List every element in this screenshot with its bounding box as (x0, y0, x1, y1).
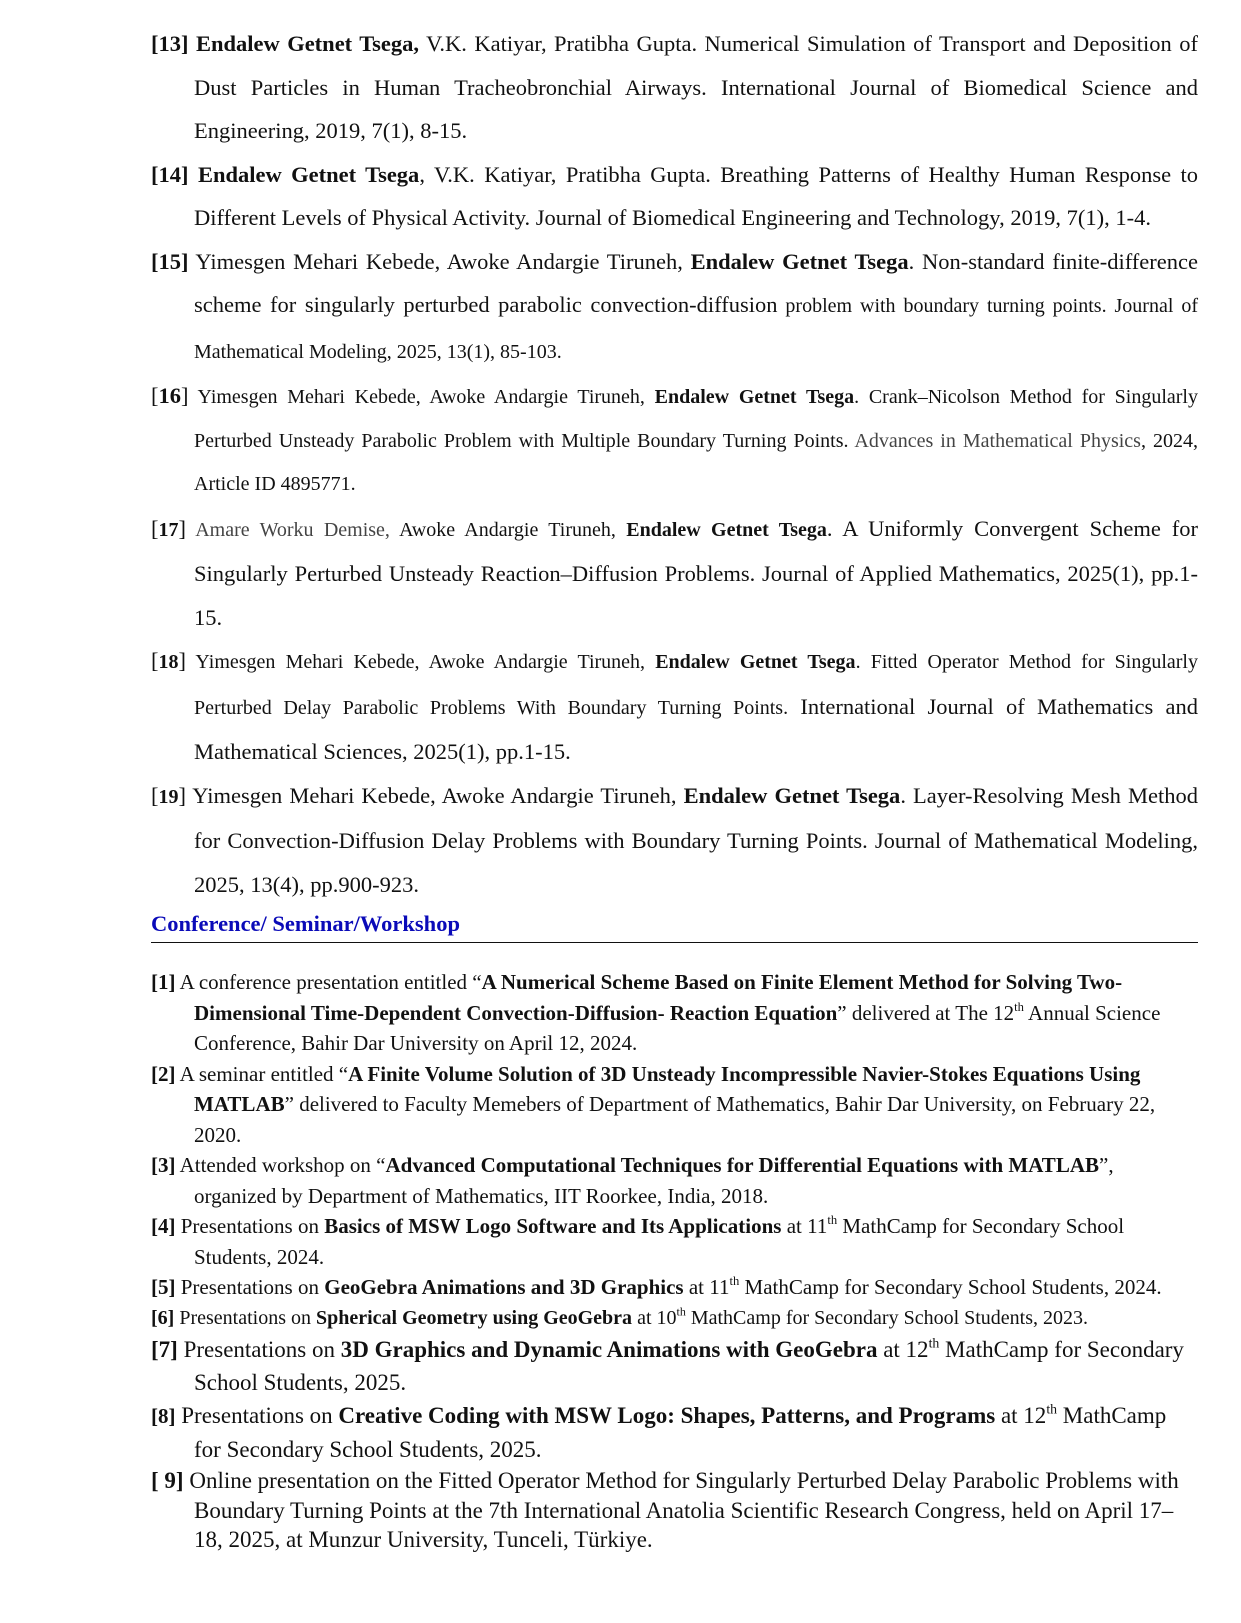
publication-item-14 (151, 153, 1198, 240)
publication-number: 18 (158, 651, 179, 673)
ordinal-suffix: th (1014, 999, 1024, 1014)
publication-highlight-author: Endalew Getnet Tsega (690, 248, 909, 274)
conference-item-8 (151, 1399, 1198, 1466)
publication-list (151, 22, 1198, 906)
conference-text: MathCamp for Secondary School Students, 2023. (685, 1306, 1089, 1329)
conference-item-4 (151, 1211, 1198, 1272)
ordinal-suffix: th (827, 1213, 838, 1228)
publication-item-15 (151, 240, 1198, 375)
publication-item-17 (151, 507, 1198, 640)
conference-text: ” delivered to Faculty Memebers of Department of Mathematics, Bahir Dar University, on February 22, 2020. (194, 1092, 1156, 1147)
conference-item-2 (151, 1059, 1198, 1151)
publication-journal: Advances in Mathematical Physics (854, 429, 1141, 452)
publication-citation: . Non-standard finite-difference scheme for singularly perturbed parabolic convection-diffusion (194, 248, 1198, 317)
conference-text: Presentations on (177, 1337, 341, 1362)
conference-text: MathCamp for Secondary School Students, 2024. (194, 1214, 1125, 1269)
conference-title: A Finite Volume Solution of 3D Unsteady Incompressible Navier-Stokes Equations Using MATLAB (194, 1061, 1141, 1116)
ordinal-suffix: th (928, 1335, 940, 1351)
conference-number: [4] (151, 1214, 176, 1238)
publication-number: 19 (158, 785, 179, 808)
conference-text: MathCamp for Secondary School Students, 2024. (739, 1275, 1162, 1299)
publication-highlight-author: Endalew Getnet Tsega (683, 782, 901, 808)
ordinal-suffix: th (729, 1274, 740, 1289)
conference-number: [2] (151, 1061, 176, 1086)
conference-title: GeoGebra Animations and 3D Graphics (324, 1275, 684, 1299)
publication-citation: . Layer-Resolving Mesh Method for Convection-Diffusion Delay Problems with Boundary Turning Points. Journal of Mathematical Modeling, 2025, 13(4), pp.900-923. (194, 782, 1198, 897)
publication-coauthors: Yimesgen Mehari Kebede, Awoke Andargie Tiruneh, (186, 782, 684, 808)
publication-item-18 (151, 639, 1198, 774)
conference-item-3 (151, 1150, 1198, 1211)
publication-citation: , V.K. Katiyar, Pratibha Gupta. Breathing Patterns of Healthy Human Response to Different Levels of Physical Activity. Journal of Biomedical Engineering and Technology, 2019, 7(1), 1-4. (194, 161, 1199, 230)
publication-item-16 (151, 374, 1198, 507)
conference-text: Online presentation on the Fitted Operator Method for Singularly Perturbed Delay Parabolic Problems with Boundary Turning Points at the 7th International Anatolia Scientific Research Congress, held on April 17–18, 2025, at Munzur University, Tunceli, Türkiye. (183, 1468, 1179, 1552)
conference-text: ”, organized by Department of Mathematics, IIT Roorkee, India, 2018. (194, 1153, 1114, 1208)
publication-number-bracket: ] (181, 383, 189, 408)
conference-text: Presentations on (175, 1275, 325, 1299)
publication-number-bracket: ] (178, 782, 186, 808)
conference-text: at 12 (995, 1403, 1047, 1428)
publication-highlight-author: Endalew Getnet Tsega, (195, 31, 420, 56)
conference-text: A conference presentation entitled “ (175, 970, 482, 994)
publication-number-bracket: [ (151, 515, 159, 541)
conference-number: [8] (151, 1404, 176, 1428)
publication-number: [14] (151, 161, 189, 187)
conference-text: Presentations on (174, 1306, 316, 1329)
cv-page (151, 22, 1198, 1555)
conference-item-9 (151, 1466, 1198, 1555)
publication-highlight-author: Endalew Getnet Tsega (655, 651, 856, 673)
conference-text: at 11 (781, 1214, 828, 1238)
ordinal-suffix: th (1046, 1401, 1058, 1417)
publication-coauthors: Yimesgen Mehari Kebede, Awoke Andargie Tiruneh, (188, 248, 691, 274)
publication-coauthors: Awoke Andargie Tiruneh, (389, 518, 627, 541)
conference-text: A seminar entitled “ (175, 1061, 349, 1086)
publication-number-bracket: ] (178, 515, 186, 541)
conference-text: Attended workshop on “ (175, 1153, 386, 1177)
publication-coauthors: Yimesgen Mehari Kebede, Awoke Andargie Tiruneh, (188, 386, 655, 408)
publication-citation-tail: International Journal of Mathematics and Mathematical Sciences, 2025(1), pp.1-15. (194, 693, 1198, 764)
conference-number: [5] (151, 1275, 176, 1299)
ordinal-suffix: th (676, 1304, 686, 1319)
publication-coauthors: Yimesgen Mehari Kebede, Awoke Andargie Tiruneh, (186, 651, 656, 673)
conference-item-6 (151, 1303, 1198, 1334)
conference-item-7 (151, 1333, 1198, 1399)
conference-number: [1] (151, 970, 176, 994)
publication-item-13 (151, 22, 1198, 153)
publication-first-author: Amare Worku Demise, (186, 518, 390, 541)
conference-number: [7] (151, 1337, 178, 1362)
publication-citation: . Fitted Operator Method for Singularly Perturbed Delay Parabolic Problems With Boundary Turning Points. (194, 651, 1198, 719)
conference-list (151, 967, 1198, 1555)
publication-highlight-author: Endalew Getnet Tsega (197, 161, 420, 187)
publication-citation: . Crank–Nicolson Method for Singularly Perturbed Unsteady Parabolic Problem with Multiple Boundary Turning Points. (194, 386, 1198, 452)
publication-citation: V.K. Katiyar, Pratibha Gupta. Numerical Simulation of Transport and Deposition of Dust Particles in Human Tracheobronchial Airways. International Journal of Biomedical Science and Engineering, 2019, 7(1), 8-15. (194, 31, 1198, 143)
conference-title: Creative Coding with MSW Logo: Shapes, Patterns, and Programs (338, 1403, 996, 1428)
publication-citation-tail: problem with boundary turning points. Journal of Mathematical Modeling, 2025, 13(1), 85-103. (194, 295, 1198, 363)
conference-text: ” delivered at The 12 (837, 1000, 1015, 1025)
publication-number-bracket: [ (151, 782, 159, 808)
publication-citation: . A Uniformly Convergent Scheme for Singularly Perturbed Unsteady Reaction–Diffusion Problems. Journal of Applied Mathematics, 2025(1), pp.1-15. (194, 515, 1199, 630)
conference-item-5 (151, 1272, 1198, 1303)
conference-title: Advanced Computational Techniques for Differential Equations with MATLAB (385, 1153, 1099, 1177)
publication-number-bracket: [ (151, 648, 159, 673)
publication-highlight-author: Endalew Getnet Tsega (654, 386, 855, 408)
publication-highlight-author: Endalew Getnet Tsega (626, 518, 827, 541)
conference-item-1 (151, 967, 1198, 1059)
conference-title: A Numerical Scheme Based on Finite Element Method for Solving Two-Dimensional Time-Dependent Convection-Diffusion- Reaction Equation (194, 970, 1123, 1025)
publication-item-19 (151, 774, 1198, 907)
conference-number: [6] (151, 1306, 175, 1329)
conference-text: MathCamp for Secondary School Students, 2025. (194, 1403, 1167, 1462)
conference-text: Presentations on (175, 1403, 339, 1428)
conference-text: at 10 (632, 1306, 677, 1329)
conference-text: at 12 (877, 1337, 929, 1362)
section-heading-conference: Conference/ Seminar/Workshop (151, 908, 1198, 943)
publication-number: [15] (151, 248, 189, 274)
publication-number-bracket: ] (178, 648, 186, 673)
publication-citation-tail: , 2024, Article ID 4895771. (194, 429, 1198, 495)
conference-text: Presentations on (175, 1214, 325, 1238)
conference-title: 3D Graphics and Dynamic Animations with GeoGebra (340, 1337, 878, 1362)
conference-number: [3] (151, 1153, 176, 1177)
conference-text: at 11 (683, 1275, 730, 1299)
publication-number-bracket: [ (151, 383, 159, 408)
conference-title: Basics of MSW Logo Software and Its Applications (324, 1214, 782, 1238)
publication-number: 17 (158, 518, 179, 541)
conference-text: MathCamp for Secondary School Students, 2025. (194, 1337, 1184, 1395)
conference-title: Spherical Geometry using GeoGebra (315, 1306, 633, 1329)
conference-number: [ 9] (151, 1468, 184, 1493)
publication-number: 16 (158, 383, 181, 408)
publication-number: [13] (151, 31, 189, 56)
conference-text: Annual Science Conference, Bahir Dar University on April 12, 2024. (194, 1000, 1161, 1055)
